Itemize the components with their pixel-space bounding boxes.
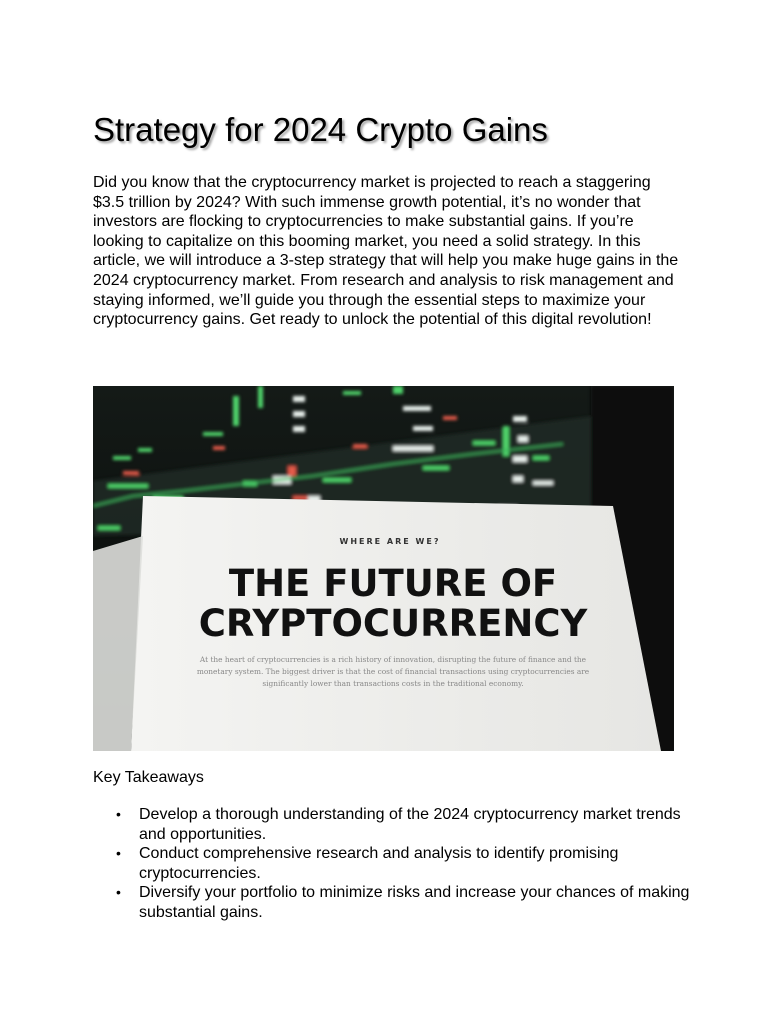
key-takeaways-list	[93, 805, 699, 923]
takeaway-text: Diversify your portfolio to minimize risks and increase your chances of making substantial gains.	[139, 884, 690, 921]
takeaway-text: Conduct comprehensive research and analysis to identify promising cryptocurrencies.	[139, 845, 619, 882]
takeaway-text: Develop a thorough understanding of the 2024 cryptocurrency market trends and opportunities.	[139, 806, 681, 843]
paper-caption-line3: significantly lower than transactions costs in the traditional economy.	[262, 679, 524, 688]
bullet-icon: •	[116, 845, 121, 862]
page-title: Strategy for 2024 Crypto Gains	[93, 111, 548, 148]
list-item	[116, 805, 699, 844]
list-item	[116, 844, 699, 883]
list-item	[116, 883, 699, 922]
paper-headline-line1: THE FUTURE OF	[228, 562, 558, 605]
bullet-icon: •	[116, 806, 121, 822]
paper-caption-line2: monetary system. The biggest driver is that the cost of financial transactions using cryptocurrencies are	[196, 667, 590, 676]
paper-headline-line2: CRYPTOCURRENCY	[198, 602, 588, 645]
hero-photo-svg	[93, 386, 674, 751]
intro-paragraph: Did you know that the cryptocurrency market is projected to reach a staggering $3.5 trillion by 2024? With such immense growth potential, it’s no wonder that investors are flocking to cryptocurrencies to make substantial gains. If you’re looking to capitalize on this booming market, you need a solid strategy. In this article, we will introduce a 3-step strategy that will help you make huge gains in the 2024 cryptocurrency market. From research and analysis to risk management and staying informed, we’ll guide you through the essential steps to maximize your cryptocurrency gains. Get ready to unlock the potential of this digital revolution!	[93, 174, 679, 329]
paper-kicker: WHERE ARE WE?	[339, 537, 441, 546]
bullet-icon: •	[116, 884, 121, 901]
hero-image	[93, 386, 674, 751]
key-takeaways-heading: Key Takeaways	[93, 769, 204, 786]
paper-caption-line1: At the heart of cryptocurrencies is a rich history of innovation, disrupting the future of finance and the	[199, 655, 587, 664]
